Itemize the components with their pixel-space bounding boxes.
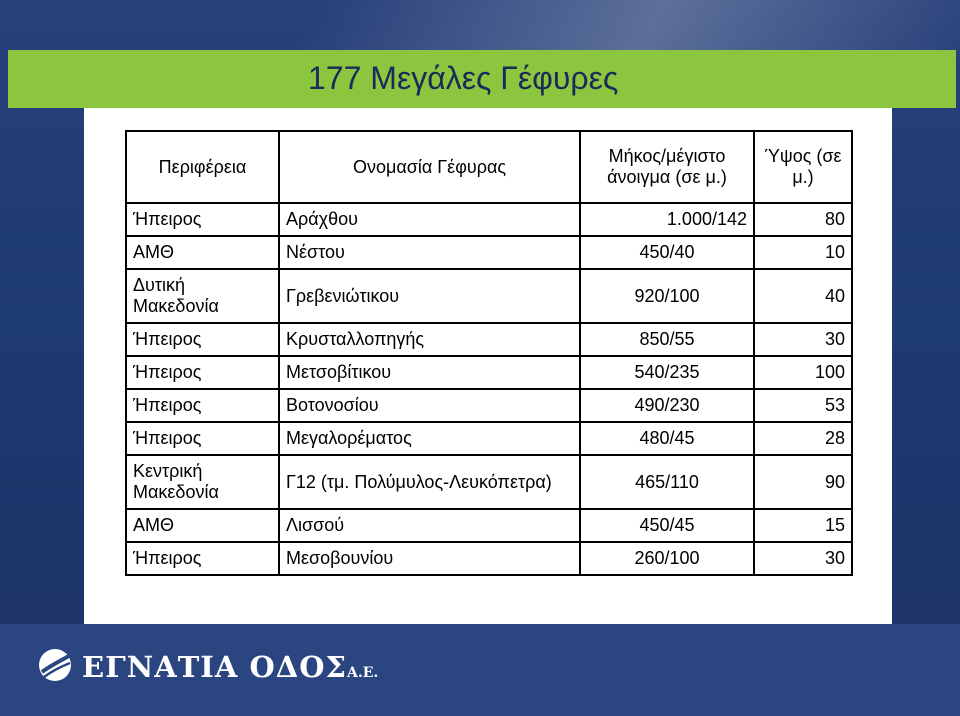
cell-name: Μεγαλορέματος: [279, 422, 580, 455]
cell-height: 30: [754, 323, 852, 356]
table-row: [126, 389, 852, 422]
cell-region: Κεντρική Μακεδονία: [126, 455, 279, 509]
logo-suffix: Α.Ε.: [346, 665, 379, 681]
cell-name: Νέστου: [279, 236, 580, 269]
cell-name: Μεσοβουνίου: [279, 542, 580, 575]
title-bar: [8, 50, 956, 108]
cell-name: Μετσοβίτικου: [279, 356, 580, 389]
cell-length: 850/55: [580, 323, 754, 356]
cell-length: 490/230: [580, 389, 754, 422]
header-name: Ονομασία Γέφυρας: [279, 131, 580, 203]
cell-length: 540/235: [580, 356, 754, 389]
cell-region: Ήπειρος: [126, 422, 279, 455]
logo-name: ΕΓΝΑΤΙΑ ΟΔΟΣ: [82, 650, 347, 684]
table-row: [126, 356, 852, 389]
table-header-row: [126, 131, 852, 203]
cell-region: Ήπειρος: [126, 323, 279, 356]
bridges-table: [125, 130, 853, 576]
egnatia-logo-text: [82, 650, 378, 684]
cell-region: ΑΜΘ: [126, 509, 279, 542]
cell-name: Γ12 (τμ. Πολύμυλος-Λευκόπετρα): [279, 455, 580, 509]
cell-region: Ήπειρος: [126, 203, 279, 236]
cell-length: 1.000/142: [580, 203, 754, 236]
cell-name: Λισσού: [279, 509, 580, 542]
cell-region: Ήπειρος: [126, 389, 279, 422]
cell-height: 80: [754, 203, 852, 236]
cell-region: Ήπειρος: [126, 542, 279, 575]
cell-region: Ήπειρος: [126, 356, 279, 389]
cell-length: 920/100: [580, 269, 754, 323]
cell-height: 40: [754, 269, 852, 323]
table-row: [126, 236, 852, 269]
table-row: [126, 422, 852, 455]
slide-title: 177 Μεγάλες Γέφυρες: [308, 60, 619, 96]
cell-height: 15: [754, 509, 852, 542]
cell-length: 450/40: [580, 236, 754, 269]
cell-name: Κρυσταλλοπηγής: [279, 323, 580, 356]
cell-height: 10: [754, 236, 852, 269]
cell-height: 30: [754, 542, 852, 575]
table-row: [126, 542, 852, 575]
cell-name: Αράχθου: [279, 203, 580, 236]
table-row: [126, 203, 852, 236]
cell-height: 28: [754, 422, 852, 455]
header-region: Περιφέρεια: [126, 131, 279, 203]
cell-name: Βοτονοσίου: [279, 389, 580, 422]
table-row: [126, 323, 852, 356]
header-height: Ύψος (σε μ.): [754, 131, 852, 203]
cell-height: 53: [754, 389, 852, 422]
cell-name: Γρεβενιώτικου: [279, 269, 580, 323]
cell-length: 260/100: [580, 542, 754, 575]
table-row: [126, 269, 852, 323]
cell-height: 100: [754, 356, 852, 389]
table-row: [126, 455, 852, 509]
table-row: [126, 509, 852, 542]
cell-region: ΑΜΘ: [126, 236, 279, 269]
cell-length: 465/110: [580, 455, 754, 509]
header-length: Μήκος/μέγιστο άνοιγμα (σε μ.): [580, 131, 754, 203]
cell-region: Δυτική Μακεδονία: [126, 269, 279, 323]
cell-length: 450/45: [580, 509, 754, 542]
egnatia-logo-icon: [38, 648, 72, 682]
cell-height: 90: [754, 455, 852, 509]
cell-length: 480/45: [580, 422, 754, 455]
